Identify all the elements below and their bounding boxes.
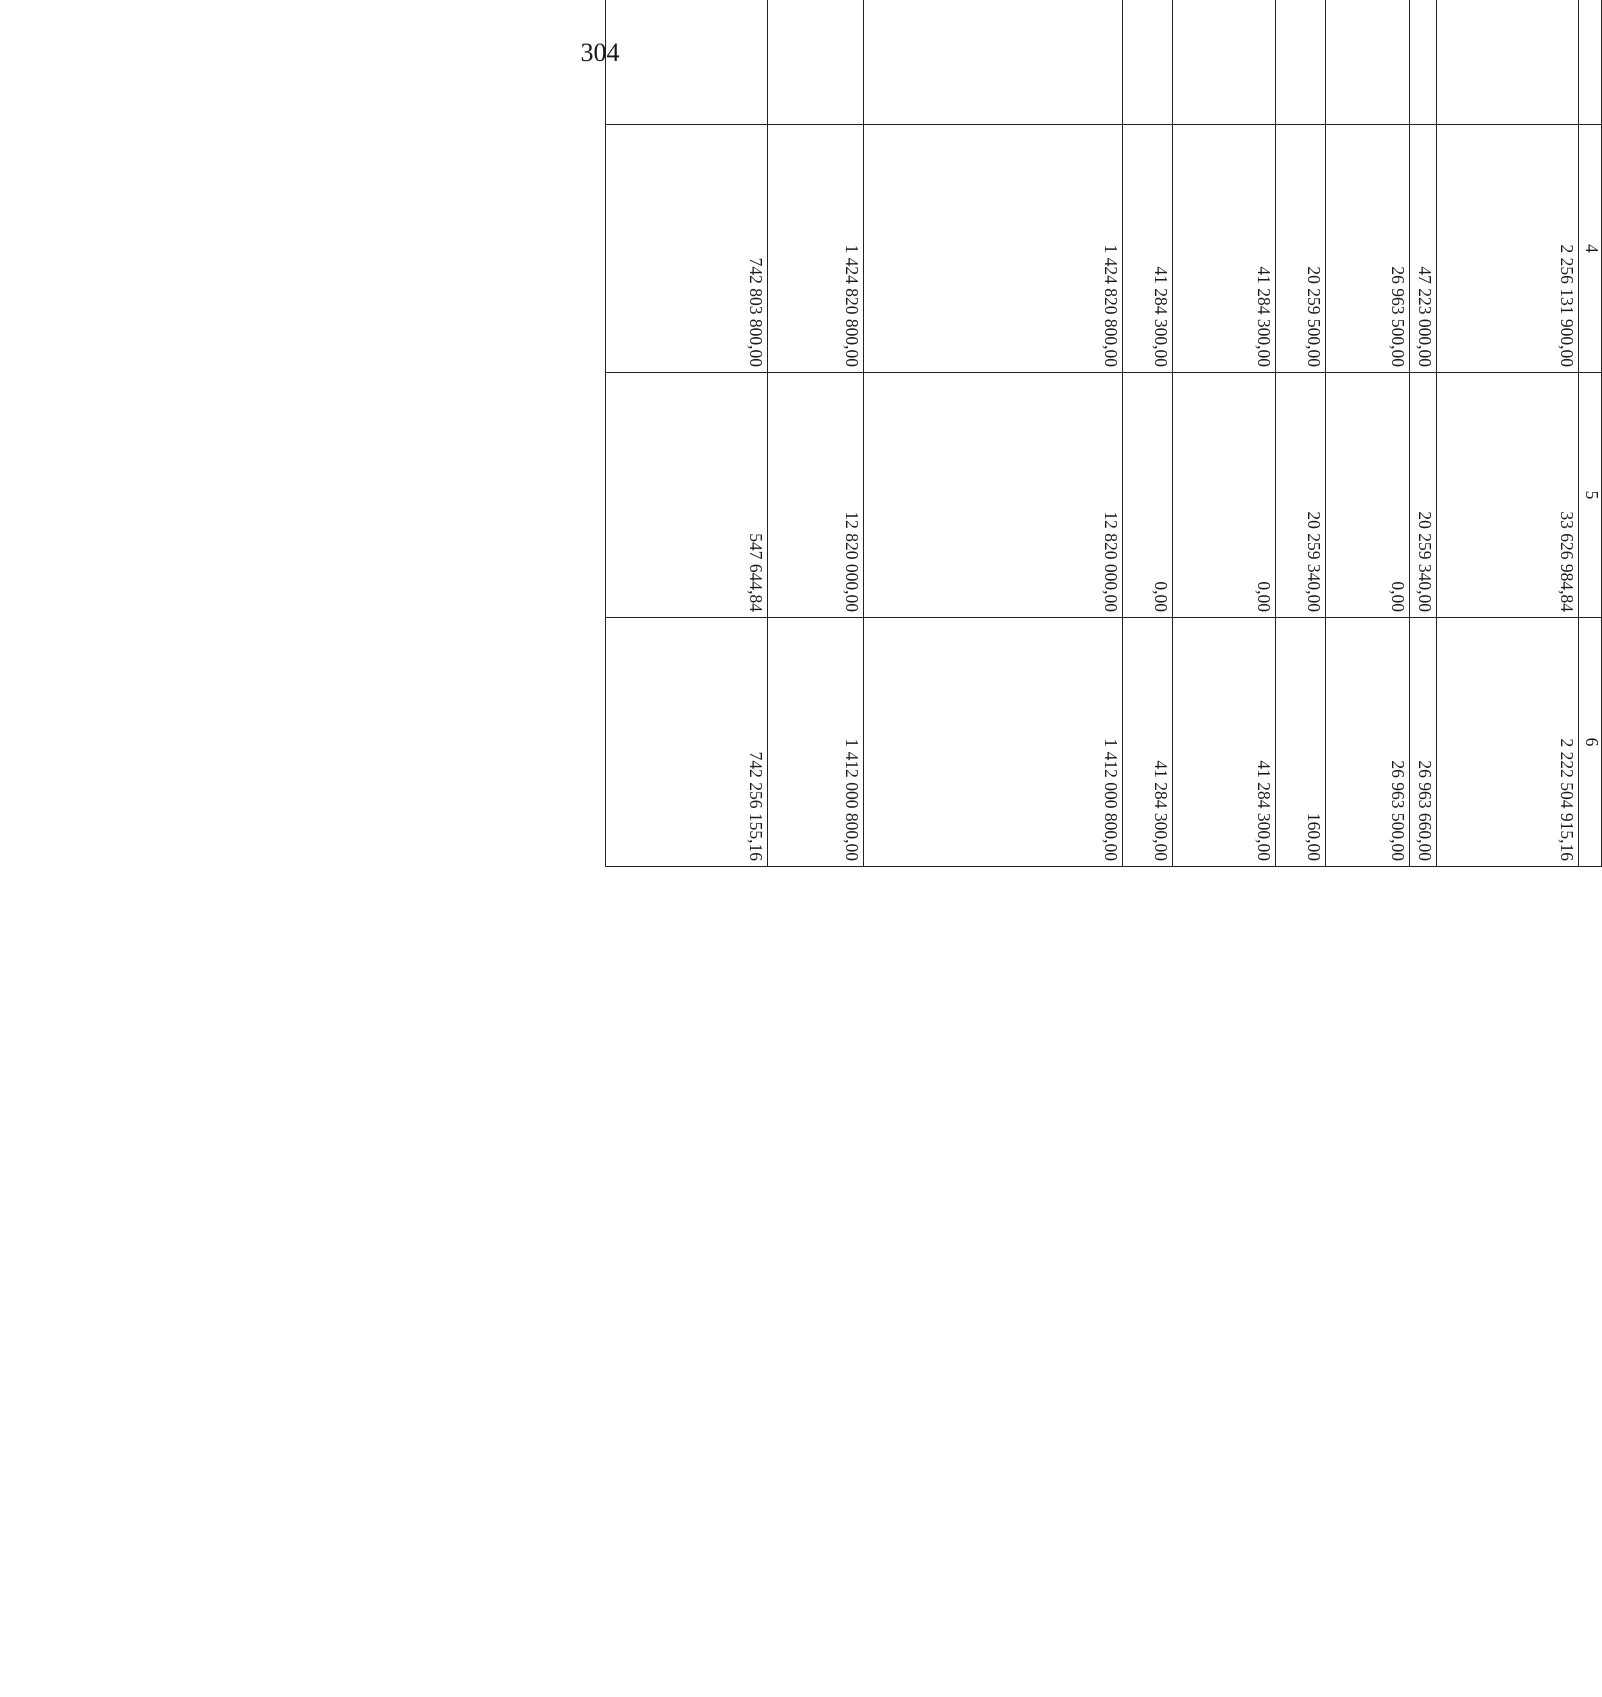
row-value-5: 0,00 — [1173, 373, 1276, 618]
row-code-3 — [1436, 0, 1578, 125]
row-code-3 — [1123, 0, 1173, 125]
row-value-6: 1 412 000 800,00 — [767, 618, 863, 867]
row-value-4: 742 803 800,00 — [606, 125, 768, 373]
row-value-4: 1 424 820 800,00 — [863, 125, 1123, 373]
row-value-5: 20 259 340,00 — [1409, 373, 1436, 618]
table-row — [1276, 0, 1326, 867]
column-header: 6 — [1579, 618, 1602, 867]
row-value-6: 41 284 300,00 — [1123, 618, 1173, 867]
row-code-3 — [767, 0, 863, 125]
row-code-3 — [606, 0, 768, 125]
column-header: 5 — [1579, 373, 1602, 618]
row-value-4: 47 223 000,00 — [1409, 125, 1436, 373]
row-value-4: 26 963 500,00 — [1326, 125, 1409, 373]
row-value-6: 26 963 500,00 — [1326, 618, 1409, 867]
table-row — [863, 0, 1123, 867]
row-value-6: 160,00 — [1276, 618, 1326, 867]
row-value-5: 0,00 — [1326, 373, 1409, 618]
page-number: 304 — [580, 38, 620, 67]
column-header: 4 — [1579, 125, 1602, 373]
row-value-6: 742 256 155,16 — [606, 618, 768, 867]
row-value-5: 0,00 — [1123, 373, 1173, 618]
table-row — [606, 0, 768, 867]
row-value-4: 20 259 500,00 — [1276, 125, 1326, 373]
row-value-6: 2 222 504 915,16 — [1436, 618, 1578, 867]
table-row — [1409, 0, 1436, 867]
table-row — [1326, 0, 1409, 867]
table-row — [1123, 0, 1173, 867]
row-value-5: 33 626 984,84 — [1436, 373, 1578, 618]
row-value-4: 41 284 300,00 — [1173, 125, 1276, 373]
row-value-4: 1 424 820 800,00 — [767, 125, 863, 373]
row-code-3 — [1276, 0, 1326, 125]
row-value-6: 41 284 300,00 — [1173, 618, 1276, 867]
table-row — [1436, 0, 1578, 867]
row-value-4: 2 256 131 900,00 — [1436, 125, 1578, 373]
row-code-3 — [1409, 0, 1436, 125]
table-row — [767, 0, 863, 867]
row-value-4: 41 284 300,00 — [1123, 125, 1173, 373]
column-header — [1579, 0, 1602, 125]
row-value-5: 547 644,84 — [606, 373, 768, 618]
row-code-3 — [863, 0, 1123, 125]
row-value-6: 1 412 000 800,00 — [863, 618, 1123, 867]
row-value-5: 20 259 340,00 — [1276, 373, 1326, 618]
row-code-3 — [1173, 0, 1276, 125]
budget-table-container — [646, 0, 1602, 866]
budget-table — [605, 0, 1602, 867]
row-value-5: 12 820 000,00 — [863, 373, 1123, 618]
table-header-row — [1579, 0, 1602, 867]
row-value-6: 26 963 660,00 — [1409, 618, 1436, 867]
row-value-5: 12 820 000,00 — [767, 373, 863, 618]
row-code-3 — [1326, 0, 1409, 125]
table-row — [1173, 0, 1276, 867]
